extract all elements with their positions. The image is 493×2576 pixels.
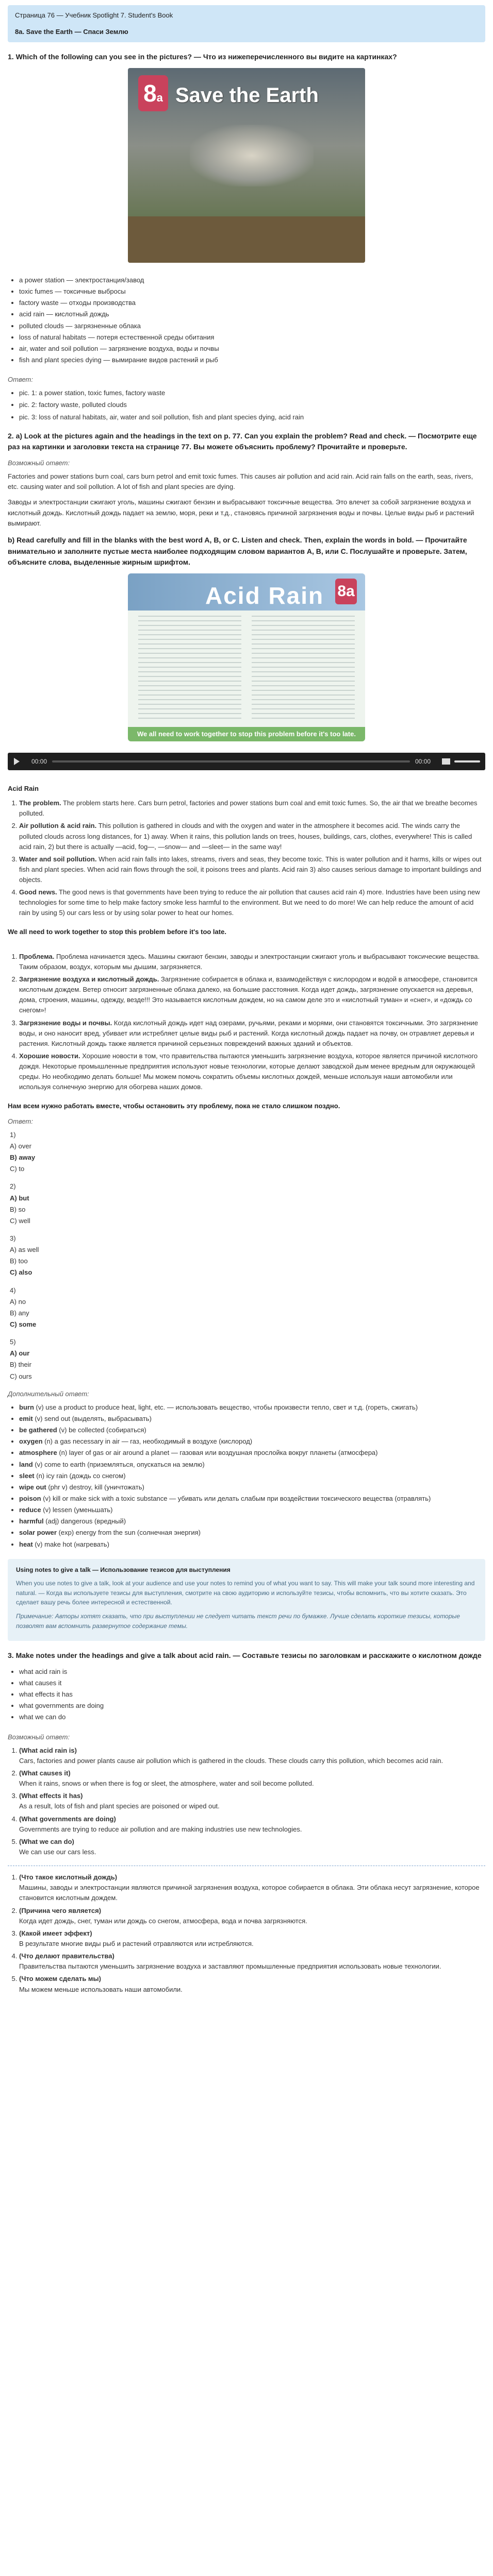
save-the-earth-picture	[128, 68, 365, 263]
vocab-definition: (v) lessen (уменьшать)	[41, 1506, 113, 1514]
vocab-item	[19, 1414, 485, 1424]
vocab-definition: (n) icy rain (дождь со снегом)	[34, 1471, 126, 1480]
q3-answer-body: As a result, lots of fish and plant species are poisoned or wiped out.	[19, 1802, 220, 1810]
heading-item: • what effects it has	[19, 1689, 485, 1700]
q2a-answer-en: Factories and power stations burn coal, cars burn petrol and emit toxic fumes. This causes air pollution and acid rain. Acid rain falls on the earth, seas, rivers, etc. causing water and soil pollution. A lot of fish and plant species are dying.	[8, 472, 473, 491]
fill-answer-option: B) away	[10, 1154, 36, 1162]
q3-answer-heading: 3. (What effects it has)	[19, 1792, 83, 1800]
vocab-list	[8, 1402, 485, 1550]
text-item-body: The problem starts here. Cars burn petrol, factories and power stations burn coal and emit toxic fumes. So, the air that we breathe becomes polluted.	[19, 799, 478, 818]
q3-answer-body: Правительства пытаются уменьшить загрязнение воздуха и заставляют промышленные предприятия использовать новые технологии.	[19, 1962, 441, 1971]
answer-label: Возможный ответ:	[8, 459, 70, 467]
fill-answer-number: 5)	[10, 1338, 16, 1346]
translation-item-body: Когда кислотный дождь идет над озерами, ручьями, реками и морями, они становятся токсичными. Это загрязнение воды, и оно наносит вред, убивает или истребляет целые виды рыб и растений. Когда кислотный дождь падает на почву, он отравляет деревья и растения. Кислотный дождь также является причиной серьезных повреждений важных зданий и объектов.	[19, 1019, 478, 1047]
acid-rain-banner	[128, 573, 365, 611]
q3-answer-item	[19, 1906, 485, 1926]
vocab-item	[19, 1402, 485, 1413]
fill-answer-group	[8, 1181, 485, 1226]
vocab-definition: (v) be collected (собираться)	[57, 1426, 146, 1434]
translation-item-body: Хорошие новости в том, что правительства пытаются уменьшить загрязнение воздуха, которое является причиной кислотного дождя. Некоторые промышленные предприятия используют новые технологии, которые делают заводской дым менее вредным для окружающей среды. Но необходимо делать больше! Мы можем помочь сократить объемы кислотных дождей, меньше используя наши автомобили или используя солнечную энергию для обогрева наших домов.	[19, 1052, 478, 1091]
fill-answer-number: 1)	[10, 1130, 16, 1139]
q1-items-list	[8, 275, 485, 365]
list-item: • a power station — электростанция/завод	[19, 275, 485, 285]
vocab-item	[19, 1482, 485, 1493]
q3-answer-item	[19, 1791, 485, 1811]
fill-answer-group	[8, 1233, 485, 1278]
unit-badge: 8a	[335, 579, 357, 604]
text-item	[19, 821, 485, 852]
answer-item: • pic. 2: factory waste, polluted clouds	[19, 400, 485, 410]
heading-item: • what governments are doing	[19, 1701, 485, 1711]
vocab-word: sleet	[19, 1471, 35, 1480]
q3-answer-body: Машины, заводы и электростанции являются причиной загрязнения воздуха, которое собирается в облака. Эти облака несут загрязнение, которое становится кислотным дождем.	[19, 1884, 480, 1902]
vocab-word: oxygen	[19, 1437, 43, 1446]
q3-answer-heading: 4. (Что делают правительства)	[19, 1952, 114, 1960]
q3-answer-heading: 5. (Что можем сделать мы)	[19, 1975, 101, 1983]
list-item: • factory waste — отходы производства	[19, 298, 485, 308]
audio-progress-bar[interactable]	[52, 760, 410, 762]
vocab-word: poison	[19, 1494, 41, 1502]
vocab-item	[19, 1516, 485, 1527]
fill-answer-number: 3)	[10, 1234, 16, 1242]
fill-answer-number: 4)	[10, 1286, 16, 1294]
page-title: 8a. Save the Earth — Спаси Землю	[15, 28, 128, 36]
vocab-definition: (adj) dangerous (вредный)	[43, 1517, 126, 1526]
q3-answer-body: Мы можем меньше использовать наши автомобили.	[19, 1985, 183, 1993]
vocab-definition: (n) a gas necessary in air — газ, необходимый в воздухе (кислород)	[42, 1437, 253, 1446]
translation-item	[19, 1018, 485, 1049]
q3-answer-item	[19, 1768, 485, 1789]
picture-title: Save the Earth	[175, 83, 319, 107]
vocab-word: solar power	[19, 1529, 57, 1537]
q3-answer-body: Когда идет дождь, снег, туман или дождь со снегом, атмосфера, вода и почва загрязняются.	[19, 1917, 307, 1925]
heading-item: • what causes it	[19, 1678, 485, 1688]
fill-answer-option: B) their	[10, 1361, 31, 1369]
vocab-definition: (v) kill or make sick with a toxic substance — убивать или делать слабым при воздействии токсического вещества (отравлять)	[41, 1494, 431, 1502]
q3-answer-item	[19, 1814, 485, 1835]
text-item-heading: Water and soil pollution.	[19, 855, 97, 863]
acid-rain-picture-footer: We all need to work together to stop this problem before it's too late.	[128, 727, 365, 741]
translation-item	[19, 952, 485, 972]
vocab-definition: (v) use a product to produce heat, light, etc. — использовать вещество, чтобы произвести тепло, свет и т.д. (гореть, сжигать)	[34, 1403, 418, 1411]
unit-badge: 8a	[138, 75, 168, 111]
translation-item-body: Загрязнение собирается в облака и, взаимодействуя с кислородом и водой в атмосфере, становится кислотным дождем. Ветер относит загрязненные облака далеко, на большие расстояния. Когда идет дождь, загрязнение опускается на деревья, дома, строения, машины, одежду, везде!!! Это называется кислотным дождем, но на самом деле это и «кислотный туман» и «снег», и «дождь со снегом»!	[19, 975, 478, 1014]
vocab-word: burn	[19, 1403, 34, 1411]
fill-answers	[8, 1130, 485, 1382]
list-item: • polluted clouds — загрязненные облака	[19, 321, 485, 331]
audio-total-time: 00:00	[415, 757, 431, 765]
fill-answer-group	[8, 1337, 485, 1382]
fill-answer-option: A) but	[10, 1194, 29, 1202]
vocab-definition: (v) send out (выделять, выбрасывать)	[32, 1414, 152, 1422]
text-item	[19, 887, 485, 918]
vocab-definition: (phr v) destroy, kill (уничтожать)	[46, 1483, 144, 1491]
translation-items-list	[8, 952, 485, 1093]
q1-answers-list	[8, 388, 485, 422]
text-column-right	[252, 616, 355, 722]
vocab-definition: (n) layer of gas or air around a planet — газовая или воздушная прослойка вокруг планеты (атмосфера)	[57, 1449, 378, 1457]
vocab-word: atmosphere	[19, 1449, 57, 1457]
vocab-item	[19, 1539, 485, 1550]
vocab-definition: (v) make hot (нагревать)	[32, 1540, 109, 1548]
vocab-word: emit	[19, 1414, 33, 1422]
translation-item	[19, 1051, 485, 1093]
translation-conclusion: Нам всем нужно работать вместе, чтобы остановить эту проблему, пока не стало слишком поздно.	[8, 1101, 340, 1110]
text-item	[19, 798, 485, 819]
heading-item: • what we can do	[19, 1712, 485, 1722]
q3-answer-item	[19, 1872, 485, 1903]
vocab-item	[19, 1460, 485, 1470]
heading-item: • what acid rain is	[19, 1667, 485, 1677]
list-item: • loss of natural habitats — потеря естественной среды обитания	[19, 332, 485, 343]
text-item-heading: The problem.	[19, 799, 61, 807]
q3-answer-body: Cars, factories and power plants cause air pollution which is gathered in the clouds. These clouds carry this pollution, which becomes acid rain.	[19, 1756, 443, 1765]
vocab-word: reduce	[19, 1506, 41, 1514]
text-item-heading: Air pollution & acid rain.	[19, 822, 97, 830]
q3-answer-item	[19, 1974, 485, 1994]
tip-title: Using notes to give a talk — Использование тезисов для выступления	[16, 1566, 231, 1573]
q3-answer-heading: 3. (Какой имеет эффект)	[19, 1929, 92, 1937]
q3-answer-heading: 4. (What governments are doing)	[19, 1815, 116, 1823]
translation-item-heading: Загрязнение воды и почвы.	[19, 1019, 112, 1027]
answer-label: Возможный ответ:	[8, 1733, 70, 1741]
vocab-word: be gathered	[19, 1426, 57, 1434]
q2b-question: b) Read carefully and fill in the blanks with the best word A, B, or C. Listen and check. Then, explain the words in bold. — Прочитайте внимательно и заполните пустые места наиболее подходящим словом вариантов А, В, или С. Послушайте и проверьте. Затем, объясните слова, выделенные жирным шрифтом.	[8, 535, 467, 567]
breadcrumb[interactable]: Страница 76 — Учебник Spotlight 7. Student's Book	[15, 11, 173, 19]
list-item: • toxic fumes — токсичные выбросы	[19, 286, 485, 297]
fill-answer-option: A) as well	[10, 1246, 39, 1254]
q2a-answer-ru: Заводы и электростанции сжигают уголь, машины сжигают бензин и выбрасывают токсичные вещества. Это влечет за собой загрязнение воздуха и кислотный дождь. Кислотный дождь падает на землю, моря, реки и т.д., становясь причиной загрязнения воды и почвы. Целые виды рыб и растений вымирают.	[8, 498, 474, 527]
ground-illustration	[128, 216, 365, 263]
tip-note: Примечание: Авторы хотят сказать, что при выступлении не следует читать текст речи по бумажке. Лучше сделать короткие тезисы, которые позволят вам вспомнить развернутое содержание темы.	[16, 1613, 460, 1630]
translation-item-body: Проблема начинается здесь. Машины сжигают бензин, заводы и электростанции сжигают уголь и выбрасывают токсические вещества. Таким образом, воздух, которым мы дышим, загрязняется.	[19, 952, 480, 971]
text-items-list	[8, 798, 485, 919]
text-item-heading: Good news.	[19, 888, 57, 896]
audio-current-time: 00:00	[31, 757, 47, 765]
fill-answer-group	[8, 1130, 485, 1175]
vocab-item	[19, 1436, 485, 1447]
q3-answer-body: When it rains, snows or when there is fog or sleet, the atmosphere, water and soil become polluted.	[19, 1780, 314, 1788]
volume-icon[interactable]	[442, 758, 450, 765]
fill-answer-number: 2)	[10, 1182, 16, 1191]
list-item: • acid rain — кислотный дождь	[19, 309, 485, 319]
vocab-label: Дополнительный ответ:	[8, 1389, 89, 1398]
fill-answer-option: C) some	[10, 1320, 37, 1328]
vocab-word: harmful	[19, 1517, 44, 1526]
volume-slider[interactable]	[454, 760, 480, 762]
fill-answer-option: A) our	[10, 1349, 30, 1358]
q3-answer-heading: 1. (What acid rain is)	[19, 1746, 77, 1754]
vocab-definition: (v) come to earth (приземляться, опускаться на землю)	[32, 1460, 205, 1468]
audio-player	[8, 753, 485, 770]
q3-headings-list	[8, 1667, 485, 1723]
text-item-body: When acid rain falls into lakes, streams, rivers and seas, they become toxic. This is water pollution and it harms, kills or wipes out fish and plant species. When acid rain flows through the soil, it poisons trees and plants. Acid rain 3) also causes serious damage to important buildings and objects.	[19, 855, 482, 884]
q3-answer-heading: 1. (Что такое кислотный дождь)	[19, 1873, 118, 1882]
q3-answer-heading: 5. (What we can do)	[19, 1837, 74, 1845]
q3-answer-item	[19, 1745, 485, 1766]
fill-answer-group	[8, 1285, 485, 1330]
answer-item: • pic. 1: a power station, toxic fumes, factory waste	[19, 388, 485, 398]
q3-answer-body: Governments are trying to reduce air pollution and are making industries use new technologies.	[19, 1825, 302, 1833]
text-column-left	[138, 616, 241, 722]
vocab-word: wipe out	[19, 1483, 46, 1491]
acid-rain-picture-title: Acid Rain	[205, 582, 324, 609]
fill-answer-option: B) any	[10, 1309, 29, 1317]
tip-box	[8, 1559, 485, 1641]
vocab-item	[19, 1494, 485, 1504]
q3-question: 3. Make notes under the headings and give a talk about acid rain. — Составьте тезисы по заголовкам и расскажите о кислотном дожде	[8, 1651, 482, 1660]
vocab-item	[19, 1471, 485, 1481]
acid-rain-picture	[128, 573, 365, 741]
translation-item	[19, 974, 485, 1016]
q3-answer-item	[19, 1837, 485, 1857]
page-header	[8, 5, 485, 42]
text-item	[19, 854, 485, 885]
text-title: Acid Rain	[8, 784, 39, 792]
answer-label: Ответ:	[8, 376, 33, 384]
fill-answer-option: B) too	[10, 1257, 28, 1265]
vocab-item	[19, 1505, 485, 1515]
translation-item-heading: Проблема.	[19, 952, 55, 960]
translation-item-heading: Загрязнение воздуха и кислотный дождь.	[19, 975, 159, 984]
list-item: • air, water and soil pollution — загрязнение воздуха, воды и почвы	[19, 344, 485, 354]
q3-en-answers	[8, 1745, 485, 1857]
q2a-question: 2. a) Look at the pictures again and the headings in the text on p. 77. Can you explain the problem? Read and check. — Посмотрите еще раз на картинки и заголовки текста на странице 77. Вы можете объяснить проблему? Прочитайте и проверьте.	[8, 431, 477, 451]
q3-answer-body: We can use our cars less.	[19, 1848, 96, 1856]
q3-ru-answers	[8, 1872, 485, 1995]
answer-item: • pic. 3: loss of natural habitats, air, water and soil pollution, fish and plant species dying, acid rain	[19, 412, 485, 422]
fill-answer-option: A) no	[10, 1297, 26, 1306]
fill-answer-option: C) to	[10, 1165, 25, 1173]
smoke-illustration	[190, 125, 314, 187]
q3-answer-body: В результате многие виды рыб и растений отравляются или истребляются.	[19, 1940, 254, 1947]
text-item-body: This pollution is gathered in clouds and with the oxygen and water in the atmosphere it becomes acid. The winds carry the polluted clouds across long distances, for 1) away. When it rains, this pollution lands on trees, houses, buildings, cars, clothes, everywhere! This is called acid rain, 2) but there is actually —acid, fog—, —snow— and —sleet— in the same way!	[19, 822, 472, 851]
q3-answer-item	[19, 1928, 485, 1949]
vocab-word: heat	[19, 1540, 33, 1548]
list-item: • fish and plant species dying — вымирание видов растений и рыб	[19, 355, 485, 365]
q1-question: 1. Which of the following can you see in the pictures? — Что из нижеперечисленного вы видите на картинках?	[8, 53, 397, 61]
fill-answer-option: C) well	[10, 1216, 30, 1225]
q3-answer-item	[19, 1951, 485, 1972]
fill-answer-option: C) also	[10, 1268, 32, 1277]
fill-answer-option: A) over	[10, 1142, 31, 1150]
vocab-item	[19, 1425, 485, 1435]
answer-label: Ответ:	[8, 1117, 33, 1125]
q3-answer-heading: 2. (Причина чего является)	[19, 1906, 102, 1914]
text-item-body: The good news is that governments have been trying to reduce the air pollution that causes acid rain 4) more. Industries have been using new technologies for some time to help make factory smoke less harmful to the environment. But we need to do more! We can help reduce the amount of acid rain by using 5) our cars less or by using solar power to heat our homes.	[19, 888, 480, 917]
fill-answer-option: B) so	[10, 1205, 26, 1213]
vocab-item	[19, 1528, 485, 1538]
fill-answer-option: C) ours	[10, 1372, 32, 1380]
q3-answer-heading: 2. (What causes it)	[19, 1769, 71, 1777]
text-conclusion: We all need to work together to stop this problem before it's too late.	[8, 927, 226, 936]
vocab-word: land	[19, 1460, 33, 1468]
play-icon[interactable]	[13, 758, 20, 765]
vocab-item	[19, 1448, 485, 1458]
vocab-definition: (exp) energy from the sun (солнечная энергия)	[56, 1529, 201, 1537]
tip-text: When you use notes to give a talk, look at your audience and use your notes to remind you of what you want to say. This will make your talk sound more interesting and natural. — Когда вы используете тезисы для выступления, смотрите на свою аудиторию и используйте тезисы, чтобы вспомнить, что вы хотите сказать. Это сделает вашу речь более интересной и естественной.	[16, 1580, 475, 1606]
translation-item-heading: Хорошие новости.	[19, 1052, 80, 1060]
